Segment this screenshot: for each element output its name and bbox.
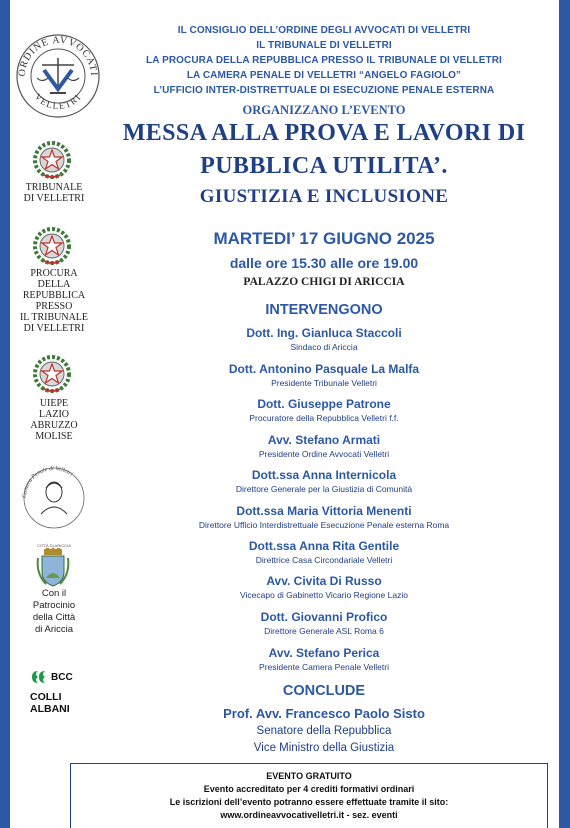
uiepe-label [16, 398, 92, 442]
aricca-crest-icon [36, 548, 70, 588]
conclude-speaker [108, 705, 540, 757]
speaker-name: Dott. Giuseppe Patrone [257, 397, 391, 411]
conclude-speaker-role: Vice Ministro della Giustizia [253, 742, 395, 754]
speaker-role: Procuratore della Repubblica Velletri f.f. [249, 413, 399, 423]
bcc-logo-line: COLLI [30, 691, 62, 703]
organizer-line: L’UFFICIO INTER-DISTRETTUALE DI ESECUZIONE PENALE ESTERNA [153, 85, 495, 96]
speaker-role: Direttrice Casa Circondariale Velletri [255, 555, 393, 565]
procura-label [16, 268, 92, 334]
bcc-logo-top [30, 670, 73, 684]
patrocinio-label-line: della Città [32, 612, 76, 623]
speaker-name: Dott.ssa Anna Rita Gentile [248, 539, 400, 553]
procura-label-line: PRESSO [35, 301, 73, 312]
italian-republic-emblem-icon [32, 226, 72, 266]
speaker-role: Direttore Generale per la Giustizia di Comunità [235, 484, 413, 494]
procura-label-line: DELLA [37, 279, 71, 290]
speaker-role: Direttore Generale ASL Roma 6 [264, 626, 384, 636]
organizers-list [108, 23, 540, 98]
organizer-line: LA CAMERA PENALE DI VELLETRI “ANGELO FAGIOLO” [186, 70, 462, 81]
speaker-item [108, 609, 540, 637]
camera-penale-logo [18, 466, 90, 530]
event-date: MARTEDI’ 17 GIUGNO 2025 [213, 229, 435, 248]
conclude-heading: CONCLUDE [282, 683, 366, 699]
ordine-ring-top-text: ORDINE AVVOCATI [16, 34, 100, 77]
italian-republic-emblem-icon [32, 354, 72, 394]
conclude-speaker-name: Prof. Avv. Francesco Paolo Sisto [223, 706, 425, 721]
intervengono-heading: INTERVENGONO [265, 302, 383, 318]
speaker-role: Presidente Ordine Avvocati Velletri [258, 449, 390, 459]
speaker-name: Dott. Antonino Pasquale La Malfa [228, 362, 420, 376]
right-blue-band [559, 0, 570, 828]
tribunale-label-line: TRIBUNALE [25, 182, 83, 193]
camera-penale-ring-text: Camera Penale di Velletri [21, 466, 74, 499]
bcc-logo-bottom [30, 691, 73, 715]
organizer-line: IL CONSIGLIO DELL’ORDINE DEGLI AVVOCATI DI VELLETRI [177, 25, 471, 36]
speaker-item [108, 396, 540, 424]
patrocinio-label [16, 588, 92, 636]
tribunale-label-line: DI VELLETRI [23, 193, 85, 204]
speaker-item [108, 645, 540, 673]
event-venue: PALAZZO CHIGI DI ARICCIA [243, 276, 405, 288]
organizer-line: IL TRIBUNALE DI VELLETRI [256, 40, 392, 51]
event-hours: dalle ore 15.30 alle ore 19.00 [229, 255, 419, 271]
speaker-item [108, 538, 540, 566]
speaker-role: Presidente Camera Penale Velletri [259, 662, 389, 672]
speaker-item [108, 361, 540, 389]
scales-icon [37, 58, 79, 93]
procura-label-line: IL TRIBUNALE [19, 312, 89, 323]
left-blue-band [0, 0, 10, 828]
italian-republic-emblem-icon [32, 140, 72, 180]
speaker-name: Avv. Stefano Perica [268, 646, 380, 660]
credits-text: Evento accreditato per 4 crediti formativi ordinari [203, 784, 415, 794]
speaker-name: Avv. Stefano Armati [267, 433, 381, 447]
portrait-icon [41, 482, 67, 514]
procura-label-line: DI VELLETRI [23, 323, 85, 334]
speaker-item [108, 467, 540, 495]
ordine-avvocati-logo [15, 33, 101, 119]
event-title-line: PUBBLICA UTILITA’. [200, 153, 448, 179]
svg-text:VELLETRI [33, 92, 83, 112]
registration-website-link[interactable]: www.ordineavvocativelletri.it - sez. eventi [220, 810, 398, 820]
bcc-logo-text: BCC [51, 671, 73, 683]
tribunale-label [16, 182, 92, 204]
procura-label-line: REPUBBLICA [22, 290, 86, 301]
registration-text: Le iscrizioni dell’evento potranno essere effettuate tramite il sito: [169, 797, 449, 807]
aricca-crest-caption: CITTÀ DI ARICCIA [37, 543, 71, 548]
speaker-item [108, 325, 540, 353]
speaker-role: Sindaco di Ariccia [290, 342, 358, 352]
event-title [96, 117, 552, 211]
speaker-name: Dott.ssa Maria Vittoria Menenti [236, 504, 412, 518]
event-subtitle: GIUSTIZIA E INCLUSIONE [199, 186, 449, 207]
bcc-logo-line: ALBANI [30, 703, 70, 715]
procura-label-line: PROCURA [30, 268, 78, 279]
speaker-role: Presidente Tribunale Velletri [271, 378, 377, 388]
speaker-name: Dott.ssa Anna Internicola [251, 468, 397, 482]
bcc-colli-albani-logo [30, 670, 73, 715]
registration-info-box [70, 763, 548, 828]
event-title-line: MESSA ALLA PROVA E LAVORI DI [122, 120, 526, 146]
organizzano-heading: ORGANIZZANO L’EVENTO [242, 103, 406, 117]
speaker-name: Avv. Civita Di Russo [266, 574, 382, 588]
speaker-item [108, 503, 540, 531]
patrocinio-label-line: Con il [41, 588, 67, 599]
uiepe-label-line: UIEPE [39, 398, 69, 409]
bcc-mark-icon [30, 670, 48, 684]
svg-text:Camera Penale di Velletri [22, 466, 74, 498]
speaker-item [108, 432, 540, 460]
speaker-name: Dott. Giovanni Profico [260, 610, 388, 624]
free-event-label: EVENTO GRATUITO [266, 771, 352, 781]
ordine-ring-bottom-text: VELLETRI [32, 91, 84, 112]
speaker-role: Direttore Ufficio Interdistrettuale Esecuzione Penale esterna Roma [198, 520, 450, 530]
speaker-item [108, 573, 540, 601]
organizer-line: LA PROCURA DELLA REPUBBLICA PRESSO IL TRIBUNALE DI VELLETRI [146, 55, 502, 66]
uiepe-label-line: MOLISE [35, 431, 73, 442]
uiepe-label-line: LAZIO [39, 409, 69, 420]
patrocinio-label-line: di Ariccia [34, 624, 73, 635]
uiepe-label-line: ABRUZZO [30, 420, 78, 431]
speaker-name: Dott. Ing. Gianluca Staccoli [246, 326, 402, 340]
speaker-role: Vicecapo di Gabinetto Vicario Regione Lazio [240, 590, 408, 600]
patrocinio-label-line: Patrocinio [32, 600, 76, 611]
conclude-speaker-role: Senatore della Repubblica [256, 725, 392, 737]
